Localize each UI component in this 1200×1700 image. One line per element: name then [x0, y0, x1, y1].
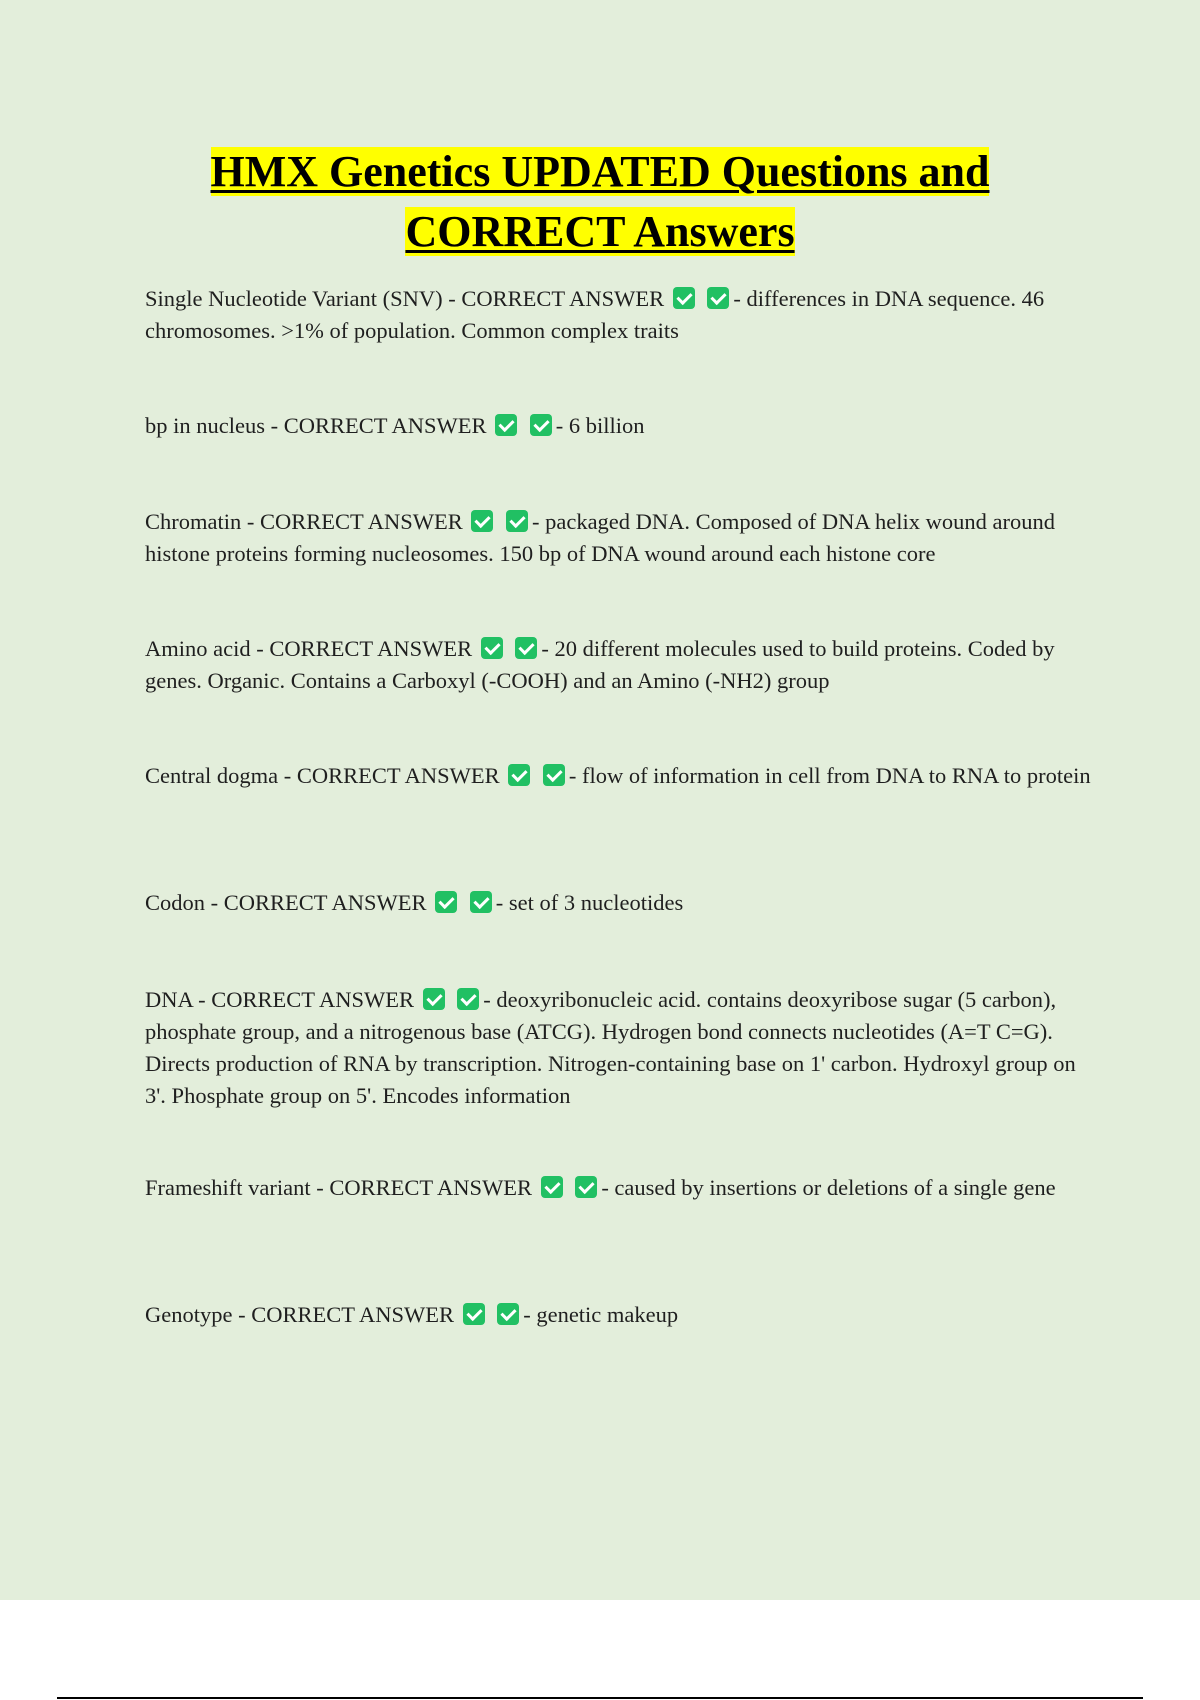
entry-term: bp in nucleus - CORRECT ANSWER	[145, 413, 487, 438]
entry-definition: - 20 different molecules used to build proteins. Coded by genes. Organic. Contains a Carboxyl (-COOH) and an Amino (-NH2) group	[145, 636, 1055, 693]
qa-entry-central-dogma	[145, 760, 1095, 792]
green-checkmark-icon	[481, 637, 503, 659]
entry-definition: - caused by insertions or deletions of a single gene	[601, 1175, 1056, 1200]
entry-term: Central dogma - CORRECT ANSWER	[145, 763, 500, 788]
entry-term: Codon - CORRECT ANSWER	[145, 890, 427, 915]
qa-entry-amino-acid	[145, 633, 1095, 697]
qa-entry-snv	[145, 283, 1095, 347]
green-checkmark-icon	[457, 988, 479, 1010]
green-checkmark-icon	[575, 1176, 597, 1198]
green-checkmark-icon	[497, 1303, 519, 1325]
qa-entry-frameshift-variant	[145, 1172, 1095, 1204]
entry-term: DNA - CORRECT ANSWER	[145, 987, 414, 1012]
green-checkmark-icon	[515, 637, 537, 659]
entry-definition: - deoxyribonucleic acid. contains deoxyribose sugar (5 carbon), phosphate group, and a nitrogenous base (ATCG). Hydrogen bond connects nucleotides (A=T C=G). Directs production of RNA by transcription. Nitrogen-containing base on 1' carbon. Hydroxyl group on 3'. Phosphate group on 5'. Encodes information	[145, 987, 1076, 1108]
green-checkmark-icon	[423, 988, 445, 1010]
entry-term: Amino acid - CORRECT ANSWER	[145, 636, 473, 661]
entry-term: Genotype - CORRECT ANSWER	[145, 1302, 454, 1327]
qa-entry-dna	[145, 984, 1095, 1112]
green-checkmark-icon	[470, 891, 492, 913]
entry-definition: - 6 billion	[555, 413, 645, 438]
entry-definition: - flow of information in cell from DNA to RNA to protein	[568, 763, 1091, 788]
title-line-2: CORRECT Answers	[405, 207, 795, 256]
entry-definition: - set of 3 nucleotides	[495, 890, 684, 915]
qa-entry-chromatin	[145, 506, 1095, 570]
green-checkmark-icon	[435, 891, 457, 913]
entry-definition: - genetic makeup	[523, 1302, 679, 1327]
green-checkmark-icon	[530, 414, 552, 436]
entry-term: Frameshift variant - CORRECT ANSWER	[145, 1175, 533, 1200]
title-line-1: HMX Genetics UPDATED Questions and	[210, 147, 990, 196]
green-checkmark-icon	[463, 1303, 485, 1325]
entry-definition: - packaged DNA. Composed of DNA helix wound around histone proteins forming nucleosomes. 150 bp of DNA wound around each histone core	[145, 509, 1056, 566]
page-title	[0, 142, 1200, 262]
entry-term: Chromatin - CORRECT ANSWER	[145, 509, 463, 534]
qa-entry-codon	[145, 887, 1095, 919]
green-checkmark-icon	[508, 764, 530, 786]
entry-term: Single Nucleotide Variant (SNV) - CORRECT ANSWER	[145, 286, 665, 311]
green-checkmark-icon	[707, 287, 729, 309]
entry-definition: - differences in DNA sequence. 46 chromosomes. >1% of population. Common complex traits	[145, 286, 1045, 343]
qa-entry-genotype	[145, 1299, 1095, 1331]
green-checkmark-icon	[541, 1176, 563, 1198]
green-checkmark-icon	[495, 414, 517, 436]
green-checkmark-icon	[543, 764, 565, 786]
footer-divider	[57, 1697, 1143, 1699]
green-checkmark-icon	[506, 510, 528, 532]
qa-entry-bp-in-nucleus	[145, 410, 1095, 442]
green-checkmark-icon	[673, 287, 695, 309]
green-checkmark-icon	[471, 510, 493, 532]
